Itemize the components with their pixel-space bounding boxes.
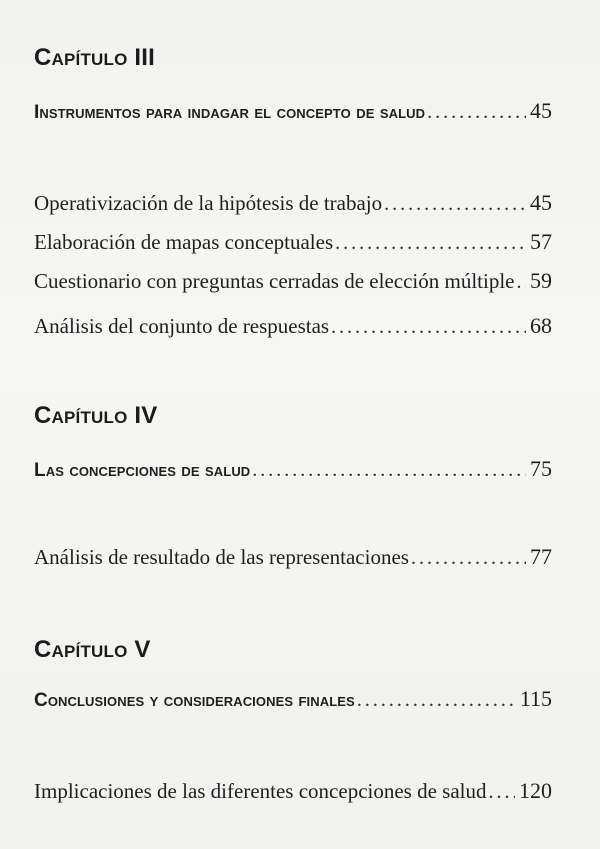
page-number: 45 (530, 98, 552, 123)
page-number: 115 (519, 686, 552, 711)
entry-title: Elaboración de mapas conceptuales (34, 230, 334, 254)
toc-entry-row (34, 313, 552, 343)
toc-section-row (34, 456, 552, 486)
entry-title: Cuestionario con preguntas cerradas de elección múltiple (34, 269, 515, 293)
leader-dots (411, 547, 526, 570)
toc-entry-row (34, 190, 552, 220)
section-title: Conclusiones y consideraciones finales (34, 690, 355, 711)
page-number: 68 (530, 313, 552, 338)
entry-title: Operativización de la hipótesis de trabajo (34, 191, 383, 215)
page-number: 120 (519, 778, 552, 803)
leader-dots (384, 193, 526, 216)
chapter-heading: Capítulo III (34, 44, 156, 71)
chapter-heading: Capítulo IV (34, 402, 158, 429)
page-number: 77 (530, 544, 552, 569)
page-number: 45 (530, 190, 552, 215)
page-number: 75 (530, 456, 552, 481)
chapter-heading: Capítulo V (34, 636, 151, 663)
leader-dots (427, 101, 526, 124)
entry-title: Análisis del conjunto de respuestas (34, 314, 330, 338)
leader-dots (331, 316, 526, 339)
leader-dots (252, 459, 526, 482)
section-title: Las concepciones de salud (34, 460, 251, 481)
toc-entry-row (34, 268, 552, 298)
page-number: 57 (530, 229, 552, 254)
toc-section-row (34, 686, 552, 716)
section-title: Instrumentos para indagar el concepto de salud (34, 102, 426, 123)
entry-title: Implicaciones de las diferentes concepciones de salud (34, 779, 487, 803)
leader-dots (357, 689, 516, 712)
leader-dots (488, 781, 515, 804)
page-number: 59 (530, 268, 552, 293)
leader-dots (517, 271, 527, 294)
toc-entry-row (34, 229, 552, 259)
leader-dots (335, 232, 526, 255)
toc-entry-row (34, 778, 552, 808)
toc-entry-row (34, 544, 552, 574)
toc-section-row (34, 98, 552, 128)
entry-title: Análisis de resultado de las representaciones (34, 545, 409, 569)
